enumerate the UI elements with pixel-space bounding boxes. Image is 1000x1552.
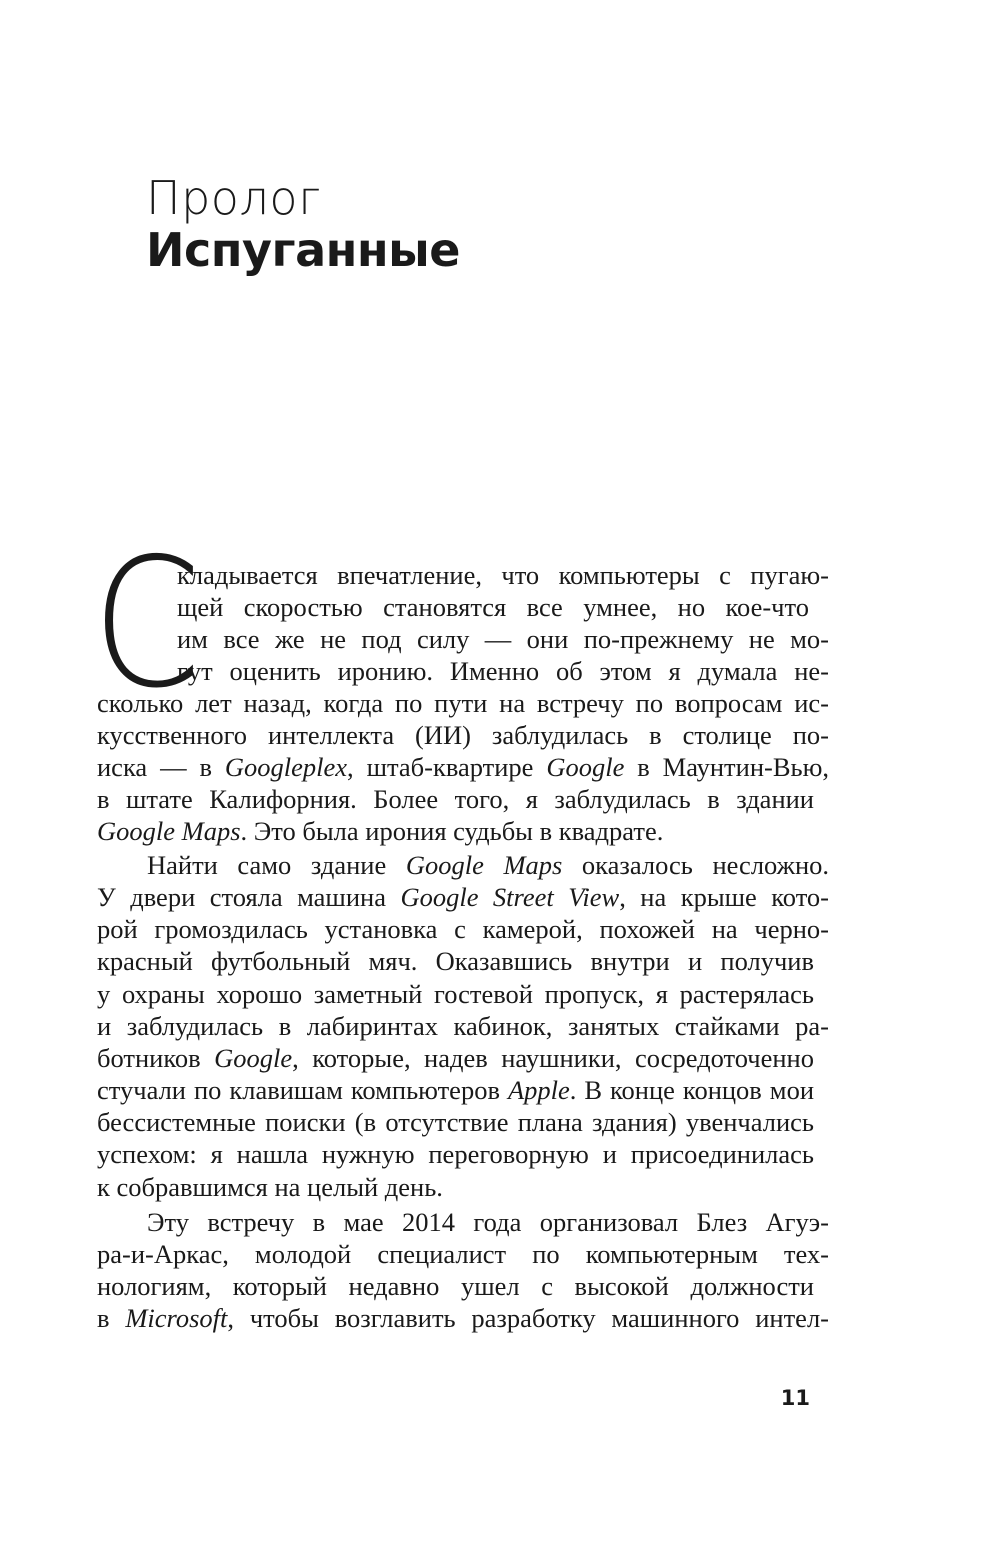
- chapter-title: Испуганные: [146, 223, 460, 277]
- text-line: Эту встречу в мае 2014 года организовал Блез Агуэ-: [147, 1207, 829, 1237]
- text-line: стучали по клавишам компьютеров Apple. В конце концов мои: [97, 1075, 815, 1105]
- text-line: ра-и-Аркас, молодой специалист по компьютерным тех-: [97, 1239, 829, 1269]
- text-line: кладывается впечатление, что компьютеры с пугаю-: [177, 560, 829, 590]
- text-line: к собравшимся на целый день.: [97, 1172, 443, 1202]
- page-number: 11: [780, 1386, 810, 1410]
- chapter-kicker: Пролог: [146, 171, 322, 225]
- text-line: бессистемные поиски (в отсутствие плана здания) увенчались: [97, 1107, 814, 1137]
- text-line: У двери стояла машина Google Street View, на крыше кото-: [97, 882, 829, 912]
- text-line: в штате Калифорния. Более того, я заблудилась в здании: [97, 784, 814, 814]
- text-line: гут оценить иронию. Именно об этом я думала не-: [177, 656, 829, 686]
- text-line: им все же не под силу — они по-прежнему не мо-: [177, 624, 829, 654]
- text-line: щей скоростью становятся все умнее, но кое-что: [177, 592, 809, 622]
- text-line: Найти само здание Google Maps оказалось несложно.: [147, 850, 829, 880]
- text-line: у охраны хорошо заметный гостевой пропуск, я растерялась: [97, 979, 814, 1009]
- text-line: ботников Google, которые, надев наушники, сосредоточенно: [97, 1043, 814, 1073]
- text-line: Google Maps. Это была ирония судьбы в квадрате.: [97, 816, 664, 846]
- text-line: кусственного интеллекта (ИИ) заблудилась в столице по-: [97, 720, 829, 750]
- text-line: сколько лет назад, когда по пути на встречу по вопросам ис-: [97, 688, 829, 718]
- text-line: и заблудилась в лабиринтах кабинок, занятых стайками ра-: [97, 1011, 829, 1041]
- text-line: успехом: я нашла нужную переговорную и присоединилась: [97, 1139, 814, 1169]
- text-line: нологиям, который недавно ушел с высокой должности: [97, 1271, 814, 1301]
- text-line: рой громоздилась установка с камерой, похожей на черно-: [97, 914, 829, 944]
- text-line: иска — в Googleplex, штаб-квартире Google в Маунтин-Вью,: [97, 752, 830, 782]
- text-line: красный футбольный мяч. Оказавшись внутри и получив: [97, 946, 814, 976]
- text-line: в Microsoft, чтобы возглавить разработку машинного интел-: [97, 1303, 829, 1333]
- drop-cap: С: [92, 520, 202, 727]
